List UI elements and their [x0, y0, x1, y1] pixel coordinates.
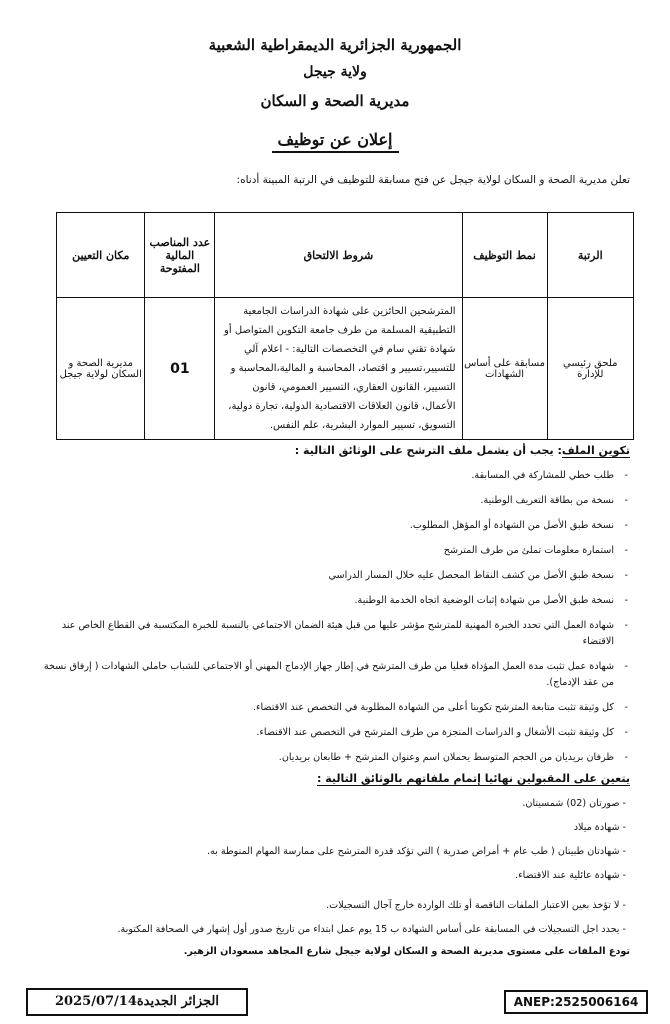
admitted-list — [30, 796, 630, 892]
dossier-list — [30, 468, 630, 775]
list-item: - نسخة طبق الأصل من كشف النقاط المحصل عليه خلال المسار الدراسي — [30, 568, 630, 584]
list-item: - لا تؤخذ بعين الاعتبار الملفات الناقصة أو تلك الواردة خارج آجال التسجيلات. — [326, 900, 626, 911]
anep-reference: ANEP:2525006164 — [504, 990, 648, 1014]
list-item: - استمارة معلومات تملئ من طرف المترشح — [30, 543, 630, 559]
newspaper-stamp: الجزائر الجديدة2025/07/14 — [26, 988, 248, 1016]
announcement-title-text: إعلان عن توظيف — [272, 130, 399, 153]
dossier-title-underlined: تكوين الملف — [561, 444, 630, 457]
wilaya-header: ولاية جيجل — [303, 64, 367, 80]
table-header-row — [57, 213, 634, 298]
list-item: - ظرفان بريديان من الحجم المتوسط يحملان اسم وعنوان المترشح + طابعان بريديان. — [30, 750, 630, 766]
table-row — [57, 298, 634, 440]
admitted-title — [30, 772, 630, 785]
list-item: - صورتان (02) شمسيتان. — [522, 798, 626, 809]
list-item: - كل وثيقة تثبت متابعة المترشح تكوينا أعلى من الشهادة المطلوبة في التخصص عند الاقتضاء. — [30, 700, 630, 716]
list-item: - شهادة ميلاد — [573, 822, 626, 833]
cell-rank: ملحق رئيسي للإدارة — [547, 298, 633, 440]
admitted-title-text: يتعين على المقبولين نهائيا إتمام ملفاتهم بالوثائق التالية : — [316, 772, 630, 785]
cell-conditions: المترشحين الحائزين على شهادة الدراسات الجامعية التطبيقية المسلمة من طرف جامعة التكوين المتواصل أو شهادة تقني سام في التخصصات التالية: - اعلام آلي للتسيير،تسيير و اقتصاد، المحاسبة و المالية،المحاسبة و التسيير، القانون العقاري، التسيير العمومي، قانون الأعمال، قانون العلاقات الاقتصادية الدولية، تجارة دولية، التسويق، تسيير الموارد البشرية، علم النفس. — [215, 298, 462, 440]
list-item: - طلب خطي للمشاركة في المسابقة. — [30, 468, 630, 484]
header-conditions: شروط الالتحاق — [215, 213, 462, 298]
republic-header: الجمهورية الجزائرية الديمقراطية الشعبية — [208, 36, 462, 54]
intro-text: تعلن مديرية الصحة و السكان لولاية جيجل عن فتح مسابقة للتوظيف في الرتبة المبينة أدناه: — [236, 174, 630, 186]
announcement-title — [0, 130, 670, 149]
recruitment-table — [56, 212, 634, 440]
header-mode: نمط التوظيف — [462, 213, 547, 298]
list-item: - شهادة العمل التي تحدد الخبرة المهنية للمترشح مؤشر عليها من قبل هيئة الضمان الاجتماعي بالنسبة للخبرة المكتسبة في القطاع الخاص عند الاقتضاء — [30, 618, 630, 650]
list-item: - نسخة طبق الأصل من شهادة إثبات الوضعية اتجاه الخدمة الوطنية. — [30, 593, 630, 609]
deposit-info: تودع الملفات على مستوى مديرية الصحة و السكان لولاية جيجل شارع المجاهد مسعودان الزهير. — [183, 946, 630, 957]
list-item: - نسخة من بطاقة التعريف الوطنية. — [30, 493, 630, 509]
header-rank: الرتبة — [547, 213, 633, 298]
dossier-title — [30, 444, 630, 457]
list-item: - شهادة عمل تثبت مدة العمل المؤداة فعليا من طرف المترشح في إطار جهاز الإدماج المهني أو الاجتماعي للشباب حاملي الشهادات ( إرفاق نسخة من عقد الإدماج). — [30, 659, 630, 691]
list-item: - شهادة عائلية عند الاقتضاء. — [515, 870, 626, 881]
notes-list — [30, 898, 630, 946]
cell-positions: 01 — [145, 298, 215, 440]
directorate-header: مديرية الصحة و السكان — [260, 92, 410, 110]
header-positions: عدد المناصب المالية المفتوحة — [145, 213, 215, 298]
cell-mode: مسابقة على أساس الشهادات — [462, 298, 547, 440]
list-item: - شهادتان طبيتان ( طب عام + أمراض صدرية ) التي تؤكد قدرة المترشح على ممارسة المهام المنوطة به. — [206, 846, 626, 857]
cell-place: مديرية الصحة و السكان لولاية جيجل — [57, 298, 145, 440]
dossier-title-rest: : يجب أن يشمل ملف الترشح على الوثائق التالية : — [294, 444, 562, 457]
list-item: - نسخة طبق الأصل من الشهادة أو المؤهل المطلوب. — [30, 518, 630, 534]
header-place: مكان التعيين — [57, 213, 145, 298]
list-item: - يحدد اجل التسجيلات في المسابقة على أساس الشهادة ب 15 يوم عمل ابتداء من تاريخ صدور أول إشهار في الصحافة المكتوبة. — [117, 924, 626, 935]
list-item: - كل وثيقة تثبت الأشغال و الدراسات المنجزة من طرف المترشح في التخصص عند الاقتضاء. — [30, 725, 630, 741]
